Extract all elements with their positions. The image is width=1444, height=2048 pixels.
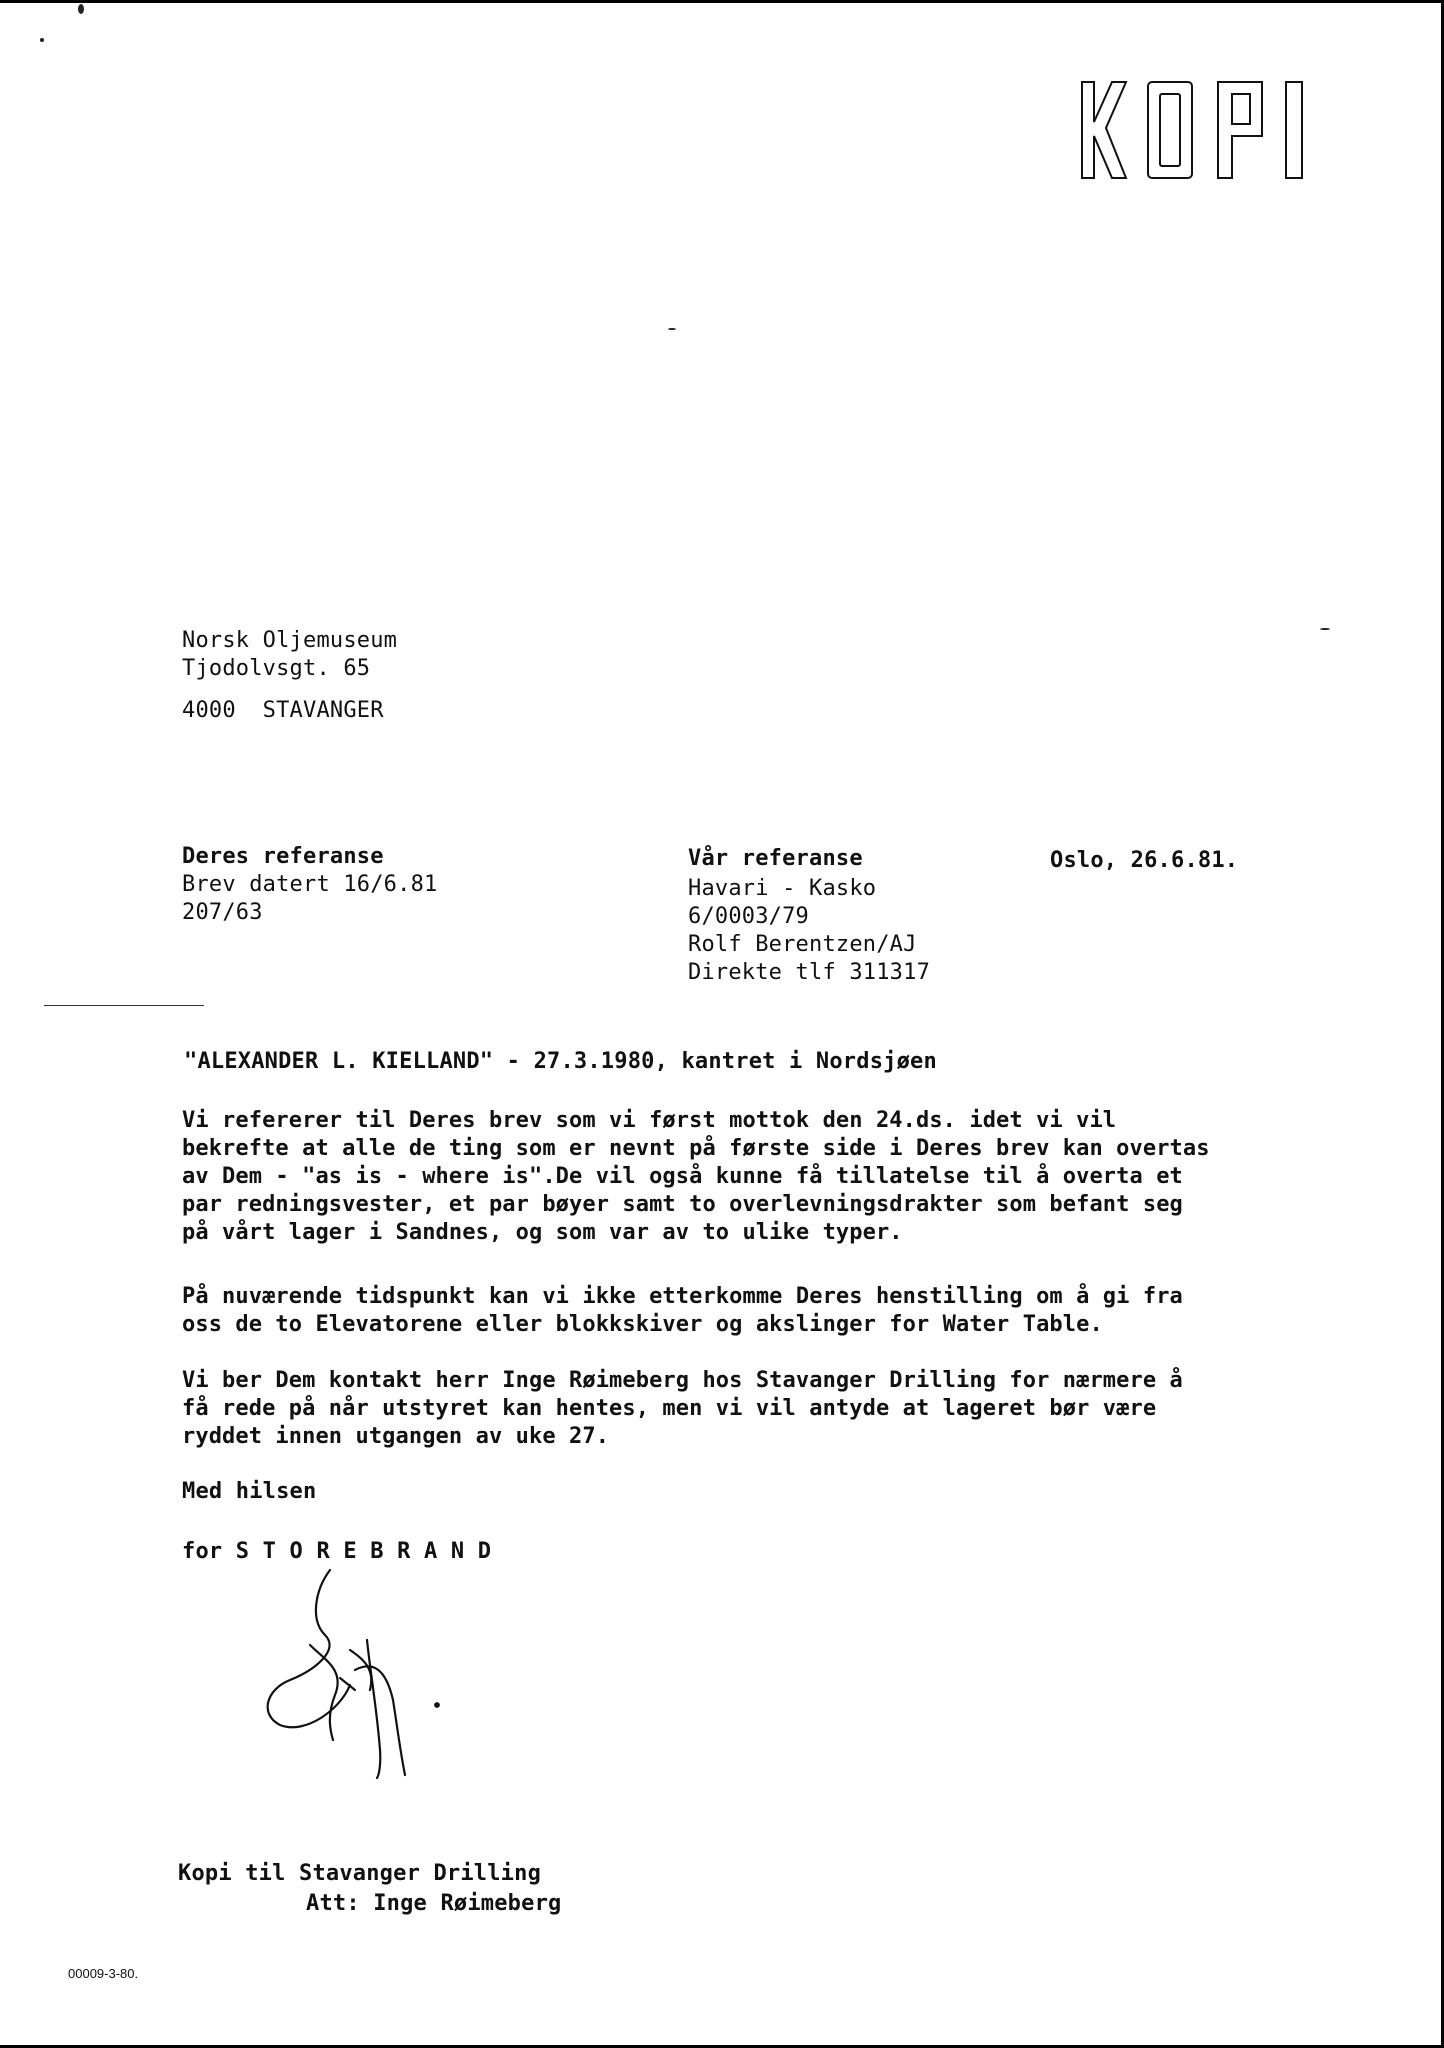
our-reference-line: Rolf Berentzen/AJ bbox=[688, 932, 917, 957]
body-line: par redningsvester, et par bøyer samt to overlevningsdrakter som befant seg bbox=[182, 1192, 1183, 1217]
our-reference-line: 6/0003/79 bbox=[688, 904, 810, 929]
scan-speck bbox=[668, 328, 676, 330]
body-line: oss de to Elevatorene eller blokkskiver og akslinger for Water Table. bbox=[182, 1312, 1103, 1337]
handwritten-signature bbox=[255, 1550, 455, 1780]
body-line: få rede på når utstyret kan hentes, men vi vil antyde at lageret bør være bbox=[182, 1396, 1157, 1421]
our-reference-line: Direkte tlf 311317 bbox=[688, 960, 931, 985]
scan-speck bbox=[1320, 628, 1330, 630]
place-date: Oslo, 26.6.81. bbox=[1050, 848, 1239, 873]
our-reference-heading: Vår referanse bbox=[688, 846, 863, 871]
recipient-city: 4000 STAVANGER bbox=[182, 698, 384, 723]
body-line: ryddet innen utgangen av uke 27. bbox=[182, 1424, 610, 1449]
body-line: av Dem - "as is - where is".De vil også kunne få tillatelse til å overta et bbox=[182, 1164, 1183, 1189]
our-reference-line: Havari - Kasko bbox=[688, 876, 877, 901]
body-line: På nuværende tidspunkt kan vi ikke etterkomme Deres henstilling om å gi fra bbox=[182, 1284, 1183, 1309]
kopi-stamp-logo bbox=[1080, 80, 1325, 180]
subject-line: "ALEXANDER L. KIELLAND" - 27.3.1980, kantret i Nordsjøen bbox=[184, 1049, 937, 1074]
scan-speck bbox=[78, 4, 84, 14]
copy-attention-line: Att: Inge Røimeberg bbox=[306, 1891, 562, 1916]
scan-speck bbox=[40, 38, 44, 42]
body-line: Vi ber Dem kontakt herr Inge Røimeberg hos Stavanger Drilling for nærmere å bbox=[182, 1368, 1183, 1393]
their-reference-heading: Deres referanse bbox=[182, 844, 384, 869]
copy-to-line: Kopi til Stavanger Drilling bbox=[178, 1861, 542, 1886]
divider-rule bbox=[44, 1005, 204, 1006]
scan-border-top bbox=[0, 0, 1444, 3]
body-line: bekrefte at alle de ting som er nevnt på første side i Deres brev kan overtas bbox=[182, 1136, 1210, 1161]
recipient-name: Norsk Oljemuseum bbox=[182, 628, 398, 653]
their-reference-line: 207/63 bbox=[182, 900, 263, 925]
form-code: 00009-3-80. bbox=[68, 1966, 139, 1981]
recipient-street: Tjodolvsgt. 65 bbox=[182, 656, 371, 681]
body-line: Vi refererer til Deres brev som vi først mottok den 24.ds. idet vi vil bbox=[182, 1108, 1117, 1133]
their-reference-line: Brev datert 16/6.81 bbox=[182, 872, 438, 897]
body-line: på vårt lager i Sandnes, og som var av to ulike typer. bbox=[182, 1220, 903, 1245]
closing-sender: for S T O R E B R A N D bbox=[182, 1539, 492, 1564]
closing-greeting: Med hilsen bbox=[182, 1479, 317, 1504]
